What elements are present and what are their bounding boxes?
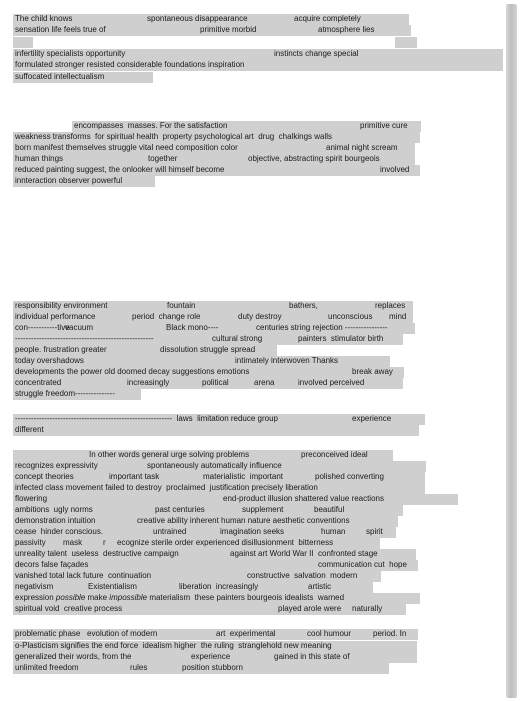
text-segment: decors false façades	[15, 560, 89, 569]
text-segment: responsibility environment	[15, 301, 108, 310]
text-segment: vacuum	[65, 323, 94, 332]
highlight-bar	[395, 37, 417, 48]
text-segment: animal night scream	[326, 143, 398, 152]
text-segment: painters stimulator birth	[298, 334, 384, 343]
text-segment: make	[85, 593, 110, 602]
text-segment: period change role	[132, 312, 201, 321]
vertical-scrollbar[interactable]	[506, 4, 517, 698]
text-segment: involved perceived	[298, 378, 365, 387]
text-segment: unlimited freedom	[15, 663, 79, 672]
text-line	[0, 59, 505, 71]
text-segment: different	[15, 425, 44, 434]
text-segment: negativism	[15, 582, 54, 591]
text-line	[0, 71, 505, 83]
text-line	[0, 36, 505, 48]
text-segment: political	[202, 378, 229, 387]
text-segment: today overshadows	[15, 356, 84, 365]
text-segment: duty destroy	[238, 312, 282, 321]
text-segment: developments the power old doomed decay suggestions emotions	[15, 367, 250, 376]
text-segment: involved	[380, 165, 410, 174]
text-segment: spiritual void creative process	[15, 604, 123, 613]
text-segment: problematic phase evolution of modern	[15, 629, 158, 638]
text-line	[0, 628, 505, 640]
text-segment: suffocated intellectualism	[15, 72, 105, 81]
text-segment: demonstration intuition	[15, 516, 96, 525]
highlight-bar	[13, 425, 419, 436]
text-segment: ----------------------------------------------------	[15, 334, 154, 343]
highlight-bar	[13, 37, 33, 48]
text-segment: liberation increasingly	[179, 582, 259, 591]
text-segment: against art World War II confronted stage	[230, 549, 378, 558]
text-segment: infertility specialists opportunity	[15, 49, 126, 58]
text-segment: art experimental	[216, 629, 276, 638]
text-segment: gained in this state of	[274, 652, 350, 661]
text-segment: ambitions ugly norms	[15, 505, 93, 514]
text-line	[0, 175, 505, 187]
text-segment: primitive cure	[360, 121, 408, 130]
text-segment: cool humour	[307, 629, 352, 638]
text-segment: artistic	[308, 582, 332, 591]
text-segment: innteraction observer powerful	[15, 176, 123, 185]
text-line	[0, 388, 505, 400]
text-segment: struggle freedom---------------	[15, 389, 115, 398]
text-segment: passivity	[15, 538, 46, 547]
text-segment: vanished total lack future continuation	[15, 571, 152, 580]
text-segment: mask	[63, 538, 83, 547]
text-segment: dissolution struggle spread	[160, 345, 256, 354]
text-segment: polished converting	[315, 472, 384, 481]
text-segment: acquire completely	[294, 14, 361, 23]
text-segment: generalized their words, from the	[15, 652, 132, 661]
text-segment: position stubborn	[182, 663, 243, 672]
text-segment: individual performance	[15, 312, 96, 321]
text-line	[0, 603, 505, 615]
text-segment: spontaneously automatically influence	[147, 461, 282, 470]
text-segment: cultural strong	[212, 334, 263, 343]
text-segment: imagination seeks	[220, 527, 285, 536]
text-segment: materialistic important	[203, 472, 284, 481]
text-segment: sensation life feels true of	[15, 25, 106, 34]
text-segment: break away	[352, 367, 393, 376]
text-segment: supplement	[242, 505, 284, 514]
text-segment: The child knows	[15, 14, 73, 23]
text-segment: constructive salvation modern	[247, 571, 358, 580]
text-segment: flowering	[15, 494, 48, 503]
text-segment: centuries string rejection ----------------	[256, 323, 388, 332]
text-segment: recognizes expressivity	[15, 461, 98, 470]
text-line	[0, 24, 505, 36]
text-segment: formulated stronger resisted considerable foundations inspiration	[15, 60, 245, 69]
text-segment: rules	[130, 663, 148, 672]
text-segment: preconceived ideal	[301, 450, 368, 459]
text-segment: ----------------------------------------------------------- laws limitation reduce group	[15, 414, 279, 423]
text-segment: Black mono----	[166, 323, 219, 332]
text-segment: experience	[352, 414, 392, 423]
text-segment: experience	[191, 652, 231, 661]
text-segment: together	[148, 154, 178, 163]
text-segment: played arole were	[278, 604, 342, 613]
text-segment: concentrated	[15, 378, 62, 387]
text-segment: naturally	[352, 604, 383, 613]
text-segment: impossible	[109, 593, 148, 602]
text-segment: encompasses masses. For the satisfaction	[74, 121, 228, 130]
text-segment: communication cut hope	[318, 560, 407, 569]
text-segment: possible	[55, 593, 86, 602]
text-segment: beautiful	[314, 505, 345, 514]
text-segment: instincts change special	[274, 49, 359, 58]
text-segment: reduced painting suggest, the onlooker will himself become	[15, 165, 225, 174]
text-segment: important task	[109, 472, 160, 481]
text-segment: untrained	[153, 527, 187, 536]
text-segment: arena	[254, 378, 275, 387]
text-segment: fountain	[167, 301, 196, 310]
text-segment: intimately interwoven Thanks	[235, 356, 339, 365]
text-segment: materialism these painters bourgeois idealists warned	[147, 593, 345, 602]
text-segment: human things	[15, 154, 64, 163]
text-segment: cease hinder conscious.	[15, 527, 104, 536]
text-segment: born manifest themselves struggle vital need composition color	[15, 143, 238, 152]
text-segment: concept theories	[15, 472, 74, 481]
text-segment: replaces	[375, 301, 406, 310]
text-segment: r	[103, 538, 106, 547]
text-segment: spirit	[366, 527, 383, 536]
text-segment: creative ability inherent human nature aesthetic conventions	[137, 516, 350, 525]
text-segment: ecognize sterile order experienced disillusionment bitterness	[117, 538, 334, 547]
text-segment: o-Plasticism signifies the end force idealism higher the ruling stranglehold new meaning	[15, 641, 332, 650]
text-segment: primitive morbid	[200, 25, 257, 34]
text-segment: Existentialism	[88, 582, 137, 591]
text-segment: atmosphere lies	[318, 25, 375, 34]
text-segment: objective, abstracting spirit bourgeois	[248, 154, 380, 163]
text-segment: bathers,	[289, 301, 318, 310]
text-line	[0, 424, 505, 436]
text-line	[0, 662, 505, 674]
text-segment: past centuries	[155, 505, 205, 514]
text-segment: con-----------tive	[15, 323, 70, 332]
text-segment: infected class movement failed to destroy proclaimed justification precisely liberation	[15, 483, 318, 492]
text-segment: unreality talent useless destructive campaign	[15, 549, 179, 558]
text-segment: mind	[389, 312, 407, 321]
text-segment: expression	[15, 593, 56, 602]
text-segment: spontaneous disappearance	[147, 14, 248, 23]
text-segment: In other words general urge solving problems	[89, 450, 250, 459]
text-segment: increasingly	[127, 378, 170, 387]
text-segment: human	[321, 527, 346, 536]
text-segment: unconscious	[328, 312, 373, 321]
text-segment: people. frustration greater	[15, 345, 107, 354]
text-segment: weakness transforms for spiritual health property psychological art drug chalkings walls	[15, 132, 333, 141]
text-segment: end-product illusion shattered value reactions	[223, 494, 384, 503]
text-segment: period. In	[373, 629, 407, 638]
